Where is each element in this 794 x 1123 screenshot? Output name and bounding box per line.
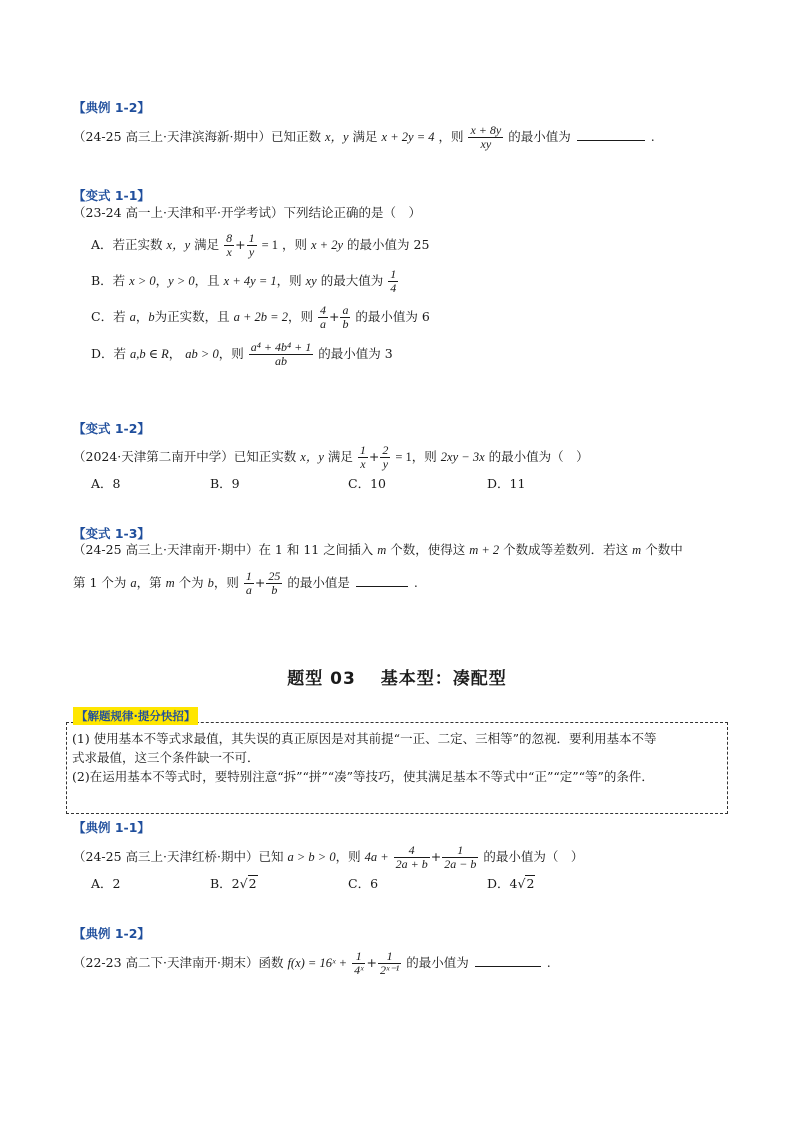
math-fraction: $\frac{1}{a}$ (245, 569, 252, 597)
option-c: C．10 (348, 476, 386, 491)
math-condition: x + 2y = 4 (381, 130, 435, 144)
variant-tag: 【变式 1-2】 (73, 421, 150, 436)
option-b: B．若 x > 0，y > 0，且 x + 4y = 1，则 xy 的最大值为 $\frac{1}{4}$ (91, 267, 397, 295)
option-b: B．9 (210, 476, 240, 491)
variant-question: （23-24 高一上·天津和平·开学考试）下列结论正确的是（ ） (73, 205, 421, 220)
math-fraction: $\frac{1}{\text{2ˣ⁻¹}}$ (379, 949, 400, 977)
tips-line: (1) 使用基本不等式求最值，其失误的真正原因是对其前提“一正、二定、三相等”的忽视．要利用基本不等 (72, 731, 657, 746)
question-text: . (650, 129, 655, 144)
math-fraction: $\frac{25}{b}$ (268, 569, 281, 597)
example-tag: 【典例 1-2】 (73, 926, 150, 941)
tips-label: 【解题规律·提分快招】 (73, 707, 198, 725)
example-tag: 【典例 1-2】 (73, 100, 150, 115)
variant-question-line2: 第 1 个为 a，第 m 个为 b，则 $\frac{1}{a}$ + $\frac{25}{b}$ 的最小值是 . (73, 569, 418, 597)
math-vars: x，y (324, 130, 349, 144)
variant-question: （2024·天津第二南开中学）已知正实数 x，y 满足 $\frac{1}{x}$ + $\frac{2}{y}$ = 1，则 2xy − 3x 的最小值为（ ） (73, 443, 589, 471)
option-a: A．2 (91, 876, 121, 891)
option-b: B．2√2 (210, 876, 257, 891)
example-question (73, 124, 655, 151)
question-text: ，则 (438, 129, 464, 144)
variant-tag: 【变式 1-1】 (73, 188, 150, 203)
math-fraction: $\frac{1}{y}$ (248, 231, 255, 259)
math-fraction: $\frac{\text{a⁴ + 4b⁴ + 1}}{ab}$ (250, 340, 312, 368)
math-fraction: $\frac{1}{\text{4ˣ}}$ (354, 949, 364, 977)
question-text: 的最小值为 (508, 129, 571, 144)
answer-blank[interactable] (475, 965, 541, 967)
math-fraction: $\frac{1}{2a - b}$ (444, 843, 477, 871)
answer-blank[interactable] (356, 585, 408, 587)
option-a: A．若正实数 x，y 满足 $\frac{8}{x}$ + $\frac{1}{y}$ = 1 ，则 x + 2y 的最小值为 25 (91, 231, 430, 259)
answer-blank[interactable] (577, 139, 645, 141)
variant-tag: 【变式 1-3】 (73, 526, 150, 541)
question-text: 满足 (352, 129, 382, 144)
option-d: D．若 a,b ∈ R， ab > 0，则 $\frac{\text{a⁴ + 4b⁴ + 1}}{ab}$ 的最小值为 3 (91, 340, 393, 368)
option-c: C．若 a，b为正实数，且 a + 2b = 2，则 $\frac{4}{a}$ + $\frac{a}{b}$ 的最小值为 6 (91, 303, 430, 331)
math-fraction: $\frac{1}{x}$ (359, 443, 366, 471)
math-fraction: $\frac{x + 8y}{xy}$ (470, 123, 502, 151)
math-fraction: $\frac{4}{2a + b}$ (395, 843, 428, 871)
example-question: （22-23 高二下·天津南开·期末）函数 f(x) = 16ˣ + $\frac{1}{\text{4ˣ}}$ + $\frac{1}{\text{2ˣ⁻¹}}$ 的最小值为 . (73, 949, 551, 977)
option-d: D．4√2 (487, 876, 535, 891)
math-fraction: $\frac{8}{x}$ (226, 231, 233, 259)
example-tag: 【典例 1-1】 (73, 820, 150, 835)
option-c: C．6 (348, 876, 379, 891)
math-fraction: $\frac{2}{y}$ (382, 443, 389, 471)
tips-line: 式求最值，这三个条件缺一不可． (72, 750, 260, 765)
math-fraction: $\frac{a}{b}$ (342, 303, 349, 331)
tips-line: (2)在运用基本不等式时，要特别注意“拆”“拼”“凑”等技巧，使其满足基本不等式中“正”“定”“等”的条件． (72, 769, 654, 784)
option-d: D．11 (487, 476, 526, 491)
section-title: 题型 03 基本型：凑配型 (287, 669, 507, 689)
example-question: （24-25 高三上·天津红桥·期中）已知 a > b > 0，则 4a + $\frac{4}{2a + b}$ + $\frac{1}{2a - b}$ 的最小值为（ ） (73, 843, 584, 871)
variant-question-line1: （24-25 高三上·天津南开·期中）在 1 和 11 之间插入 m 个数，使得这 m + 2 个数成等差数列．若这 m 个数中 (73, 542, 683, 557)
option-a: A．8 (91, 476, 121, 491)
math-fraction: $\frac{4}{a}$ (319, 303, 326, 331)
math-fraction: $\frac{1}{4}$ (390, 267, 397, 295)
question-source: （24-25 高三上·天津滨海新·期中）已知正数 (73, 129, 321, 144)
